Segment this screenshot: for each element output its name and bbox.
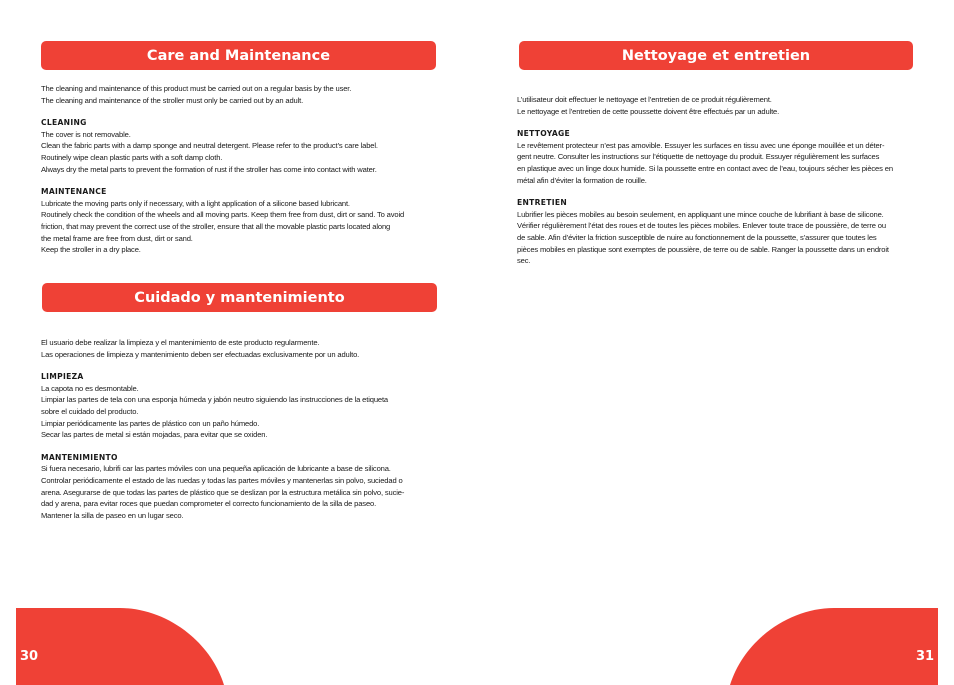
page-number-right: 31 — [916, 649, 935, 664]
right-corner-shape — [724, 600, 954, 685]
cleaning-line: sobre el cuidado del producto. — [41, 406, 139, 416]
maintenance-line: Mantener la silla de paseo en un lugar seco. — [41, 510, 184, 520]
nettoyage-entretien-banner: Nettoyage et entretien — [519, 41, 913, 70]
cleaning-line: gent neutre. Consulter les instructions sur l’étiquette de nettoyage du produit. Essuyer régulièrement les surfaces — [517, 152, 880, 162]
care-maintenance-banner: Care and Maintenance — [41, 41, 436, 70]
cleaning-heading: CLEANING — [41, 118, 87, 128]
mantenimiento-heading: MANTENIMIENTO — [41, 452, 118, 462]
maintenance-line: Lubricate the moving parts only if necessary, with a light application of a silicone based lubricant. — [41, 198, 350, 208]
cleaning-line: Limpiar las partes de tela con una esponja húmeda y jabón neutro siguiendo las instrucciones de la etiqueta — [41, 395, 388, 405]
cleaning-line: Limpiar periódicamente las partes de plástico con un paño húmedo. — [41, 418, 260, 428]
intro-line: Las operaciones de limpieza y mantenimiento deben ser efectuadas exclusivamente por un adulto. — [41, 349, 360, 359]
cleaning-line: La capota no es desmontable. — [41, 383, 139, 393]
cleaning-line: Secar las partes de metal si están mojadas, para evitar que se oxiden. — [41, 430, 268, 440]
maintenance-line: Vérifier régulièrement l’état des roues et de toutes les pièces mobiles. Enlever toute trace de poussière, de terre ou — [517, 221, 886, 231]
cleaning-line: Clean the fabric parts with a damp sponge and neutral detergent. Please refer to the product’s care label. — [41, 141, 378, 151]
left-corner-shape — [0, 600, 230, 685]
maintenance-line: Routinely check the condition of the wheels and all moving parts. Keep them free from dust, dirt or sand. To avoid — [41, 210, 405, 220]
intro-line: The cleaning and maintenance of the stroller must only be carried out by an adult. — [41, 95, 304, 105]
intro-line: Le nettoyage et l’entretien de cette poussette doivent être effectués par un adulte. — [517, 106, 780, 116]
intro-line: L’utilisateur doit effectuer le nettoyage et l’entretien de ce produit régulièrement. — [517, 95, 772, 104]
cleaning-line: en plastique avec un linge doux humide. Si la poussette entre en contact avec de l’eau, toujours sécher les pièces en — [517, 163, 893, 173]
maintenance-line: Keep the stroller in a dry place. — [41, 245, 141, 255]
nettoyage-heading: NETTOYAGE — [517, 129, 571, 139]
intro-line: The cleaning and maintenance of this product must be carried out on a regular basis by the user. — [41, 84, 352, 93]
entretien-heading: ENTRETIEN — [517, 198, 568, 208]
maintenance-line: Controlar periódicamente el estado de las ruedas y todas las partes móviles y mantenerlas sin polvo, suciedad o — [41, 475, 403, 485]
cleaning-line: Always dry the metal parts to prevent the formation of rust if the stroller has come into contact with water. — [41, 164, 377, 174]
cleaning-line: Le revêtement protecteur n’est pas amovible. Essuyer les surfaces en tissu avec une éponge mouillée et un déter- — [517, 140, 885, 150]
maintenance-line: friction, that may prevent the correct use of the stroller, ensure that all the movable plastic parts located along — [41, 221, 391, 231]
cleaning-line: Routinely wipe clean plastic parts with a soft damp cloth. — [41, 152, 223, 162]
maintenance-line: the metal frame are free from dust, dirt or sand. — [41, 233, 193, 243]
maintenance-heading: MAINTENANCE — [41, 187, 107, 197]
maintenance-line: Lubrifier les pièces mobiles au besoin seulement, en appliquant une mince couche de lubrifiant à base de silicone. — [517, 209, 884, 219]
english-section — [41, 83, 451, 256]
maintenance-line: Si fuera necesario, lubrifi car las partes móviles con una pequeña aplicación de lubricante a base de silicona. — [41, 464, 391, 474]
cleaning-line: The cover is not removable. — [41, 129, 131, 139]
maintenance-line: dad y arena, para evitar roces que puedan comprometer el correcto funcionamiento de la silla de paseo. — [41, 499, 377, 509]
cuidado-mantenimiento-banner: Cuidado y mantenimiento — [42, 283, 437, 312]
limpieza-heading: LIMPIEZA — [41, 372, 84, 382]
cleaning-line: métal afin d’éviter la formation de rouille. — [517, 175, 647, 185]
spanish-section — [41, 337, 451, 521]
french-section — [517, 94, 937, 267]
maintenance-line: de sable. Afin d’éviter la friction susceptible de nuire au fonctionnement de la poussette, s’assurer que toutes les — [517, 232, 877, 242]
maintenance-line: arena. Asegurarse de que todas las partes de plástico que se deslizan por la estructura metálica sin polvo, sucie- — [41, 487, 405, 497]
intro-line: El usuario debe realizar la limpieza y el mantenimiento de este producto regularmente. — [41, 338, 320, 347]
maintenance-line: pièces mobiles en plastique sont exemptes de poussière, de terre ou de sable. Ranger la poussette dans un endroit — [517, 244, 889, 254]
page-number-left: 30 — [20, 649, 39, 664]
maintenance-line: sec. — [517, 256, 531, 266]
